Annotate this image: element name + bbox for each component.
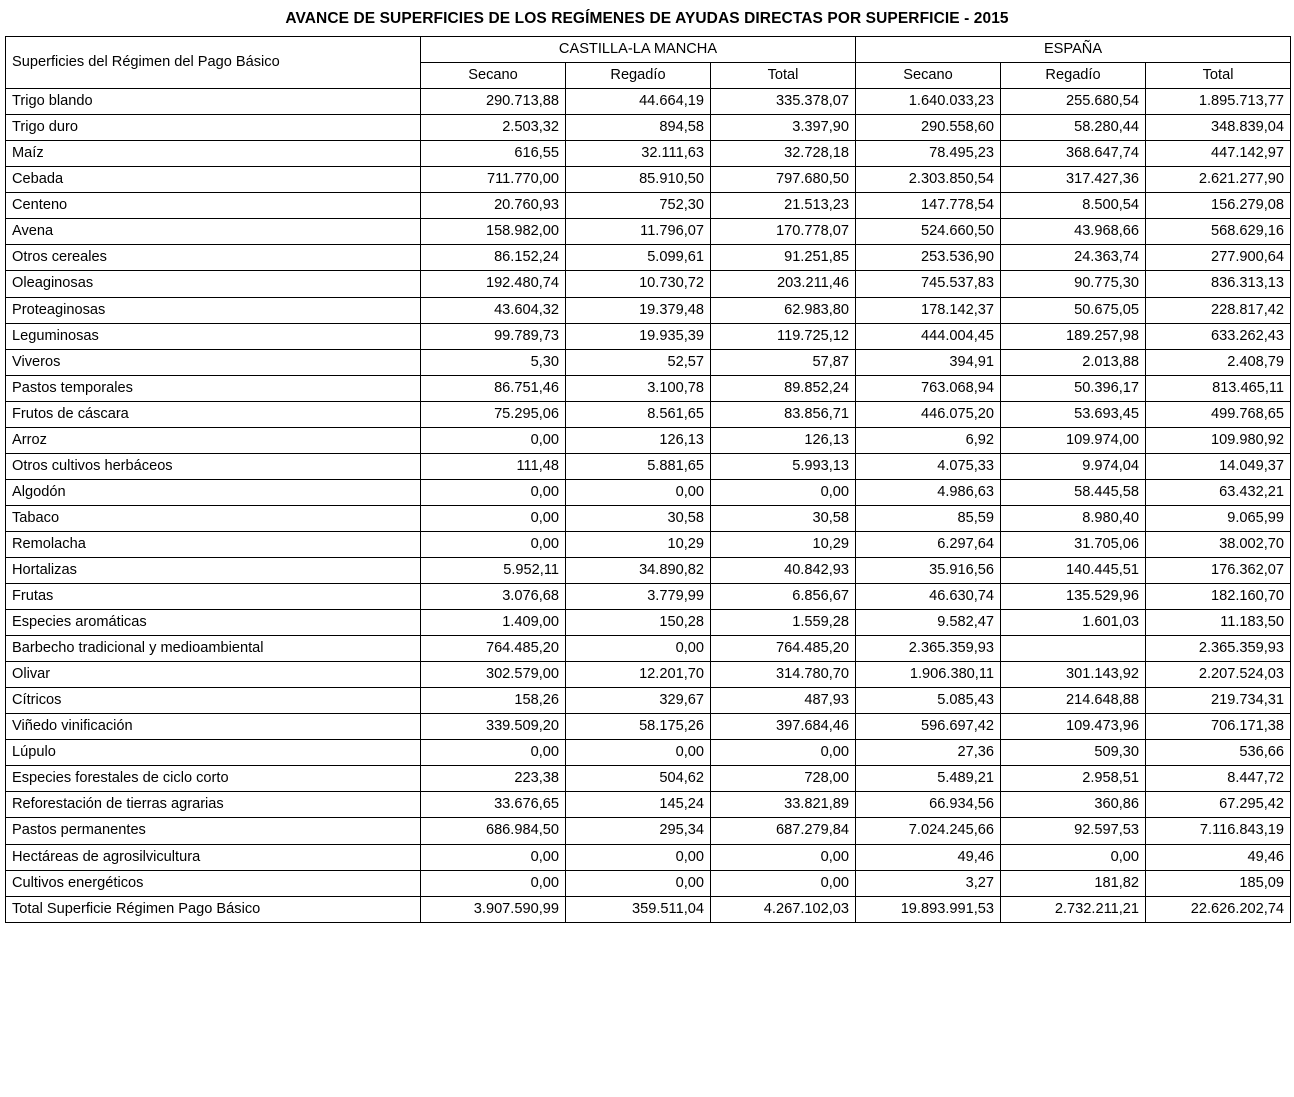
- cell-esp-secano: 3,27: [856, 870, 1001, 896]
- cell-clm-total: 487,93: [711, 688, 856, 714]
- cell-esp-regadio: 8.500,54: [1001, 193, 1146, 219]
- row-label: Especies forestales de ciclo corto: [6, 766, 421, 792]
- cell-esp-total: 49,46: [1146, 844, 1291, 870]
- cell-clm-total: 728,00: [711, 766, 856, 792]
- cell-esp-secano: 46.630,74: [856, 584, 1001, 610]
- row-label: Barbecho tradicional y medioambiental: [6, 636, 421, 662]
- cell-esp-regadio: 109.473,96: [1001, 714, 1146, 740]
- cell-esp-secano: 5.489,21: [856, 766, 1001, 792]
- cell-clm-total: 32.728,18: [711, 141, 856, 167]
- cell-clm-secano: 711.770,00: [421, 167, 566, 193]
- row-label: Leguminosas: [6, 323, 421, 349]
- table-body: [6, 89, 1291, 923]
- row-label: Proteaginosas: [6, 297, 421, 323]
- total-clm-total: 4.267.102,03: [711, 896, 856, 922]
- table-row: [6, 714, 1291, 740]
- cell-clm-regadio: 295,34: [566, 818, 711, 844]
- cell-clm-total: 126,13: [711, 427, 856, 453]
- row-label: Pastos temporales: [6, 375, 421, 401]
- cell-clm-total: 119.725,12: [711, 323, 856, 349]
- cell-clm-secano: 1.409,00: [421, 610, 566, 636]
- table-row: [6, 610, 1291, 636]
- table-row: [6, 219, 1291, 245]
- cell-clm-regadio: 0,00: [566, 479, 711, 505]
- cell-esp-total: 447.142,97: [1146, 141, 1291, 167]
- cell-clm-total: 1.559,28: [711, 610, 856, 636]
- cell-clm-total: 0,00: [711, 740, 856, 766]
- row-label: Hortalizas: [6, 557, 421, 583]
- cell-clm-secano: 43.604,32: [421, 297, 566, 323]
- cell-clm-secano: 5,30: [421, 349, 566, 375]
- table-row: [6, 193, 1291, 219]
- cell-clm-regadio: 44.664,19: [566, 89, 711, 115]
- cell-clm-secano: 20.760,93: [421, 193, 566, 219]
- page-title: AVANCE DE SUPERFICIES DE LOS REGÍMENES DE AYUDAS DIRECTAS POR SUPERFICIE - 2015: [285, 10, 1009, 27]
- cell-clm-regadio: 5.099,61: [566, 245, 711, 271]
- cell-clm-secano: 75.295,06: [421, 401, 566, 427]
- cell-esp-total: 633.262,43: [1146, 323, 1291, 349]
- cell-esp-total: 176.362,07: [1146, 557, 1291, 583]
- cell-clm-secano: 302.579,00: [421, 662, 566, 688]
- cell-esp-total: 182.160,70: [1146, 584, 1291, 610]
- cell-esp-regadio: 50.675,05: [1001, 297, 1146, 323]
- table-corner-header: Superficies del Régimen del Pago Básico: [6, 37, 421, 89]
- total-esp-regadio: 2.732.211,21: [1001, 896, 1146, 922]
- cell-clm-secano: 0,00: [421, 427, 566, 453]
- row-label: Viñedo vinificación: [6, 714, 421, 740]
- cell-esp-regadio: 189.257,98: [1001, 323, 1146, 349]
- table-header: [6, 37, 1291, 89]
- cell-clm-total: 764.485,20: [711, 636, 856, 662]
- cell-esp-secano: 596.697,42: [856, 714, 1001, 740]
- row-label: Oleaginosas: [6, 271, 421, 297]
- cell-clm-secano: 158,26: [421, 688, 566, 714]
- cell-esp-regadio: 43.968,66: [1001, 219, 1146, 245]
- table-row: [6, 375, 1291, 401]
- cell-clm-regadio: 0,00: [566, 636, 711, 662]
- cell-esp-total: 277.900,64: [1146, 245, 1291, 271]
- cell-clm-regadio: 3.100,78: [566, 375, 711, 401]
- cell-clm-regadio: 8.561,65: [566, 401, 711, 427]
- table-header-group-row: [6, 37, 1291, 63]
- cell-clm-total: 40.842,93: [711, 557, 856, 583]
- cell-clm-total: 0,00: [711, 870, 856, 896]
- cell-esp-secano: 49,46: [856, 844, 1001, 870]
- row-label: Trigo duro: [6, 115, 421, 141]
- row-label: Especies aromáticas: [6, 610, 421, 636]
- cell-esp-total: 1.895.713,77: [1146, 89, 1291, 115]
- cell-esp-regadio: 50.396,17: [1001, 375, 1146, 401]
- cell-clm-secano: 339.509,20: [421, 714, 566, 740]
- total-clm-regadio: 359.511,04: [566, 896, 711, 922]
- cell-esp-regadio: 140.445,51: [1001, 557, 1146, 583]
- cell-esp-secano: 4.075,33: [856, 453, 1001, 479]
- cell-clm-regadio: 10.730,72: [566, 271, 711, 297]
- table-row: [6, 297, 1291, 323]
- column-group-castilla-la-mancha: CASTILLA-LA MANCHA: [421, 37, 856, 63]
- cell-clm-total: 314.780,70: [711, 662, 856, 688]
- cell-clm-total: 5.993,13: [711, 453, 856, 479]
- table-row: [6, 323, 1291, 349]
- cell-esp-secano: 78.495,23: [856, 141, 1001, 167]
- cell-clm-total: 203.211,46: [711, 271, 856, 297]
- cell-clm-regadio: 126,13: [566, 427, 711, 453]
- table-row: [6, 766, 1291, 792]
- cell-clm-regadio: 58.175,26: [566, 714, 711, 740]
- cell-esp-secano: 1.906.380,11: [856, 662, 1001, 688]
- cell-esp-secano: 9.582,47: [856, 610, 1001, 636]
- cell-esp-secano: 2.303.850,54: [856, 167, 1001, 193]
- cell-esp-regadio: [1001, 636, 1146, 662]
- cell-clm-secano: 0,00: [421, 505, 566, 531]
- cell-clm-secano: 616,55: [421, 141, 566, 167]
- cell-clm-regadio: 752,30: [566, 193, 711, 219]
- table-row: [6, 557, 1291, 583]
- cell-clm-secano: 764.485,20: [421, 636, 566, 662]
- cell-clm-secano: 3.076,68: [421, 584, 566, 610]
- table-row: [6, 245, 1291, 271]
- cell-clm-secano: 33.676,65: [421, 792, 566, 818]
- cell-esp-secano: 2.365.359,93: [856, 636, 1001, 662]
- table-row: [6, 453, 1291, 479]
- cell-clm-regadio: 52,57: [566, 349, 711, 375]
- column-group-espana: ESPAÑA: [856, 37, 1291, 63]
- surfaces-table: [5, 36, 1291, 923]
- cell-clm-total: 10,29: [711, 531, 856, 557]
- cell-esp-secano: 5.085,43: [856, 688, 1001, 714]
- cell-esp-secano: 85,59: [856, 505, 1001, 531]
- cell-esp-total: 219.734,31: [1146, 688, 1291, 714]
- cell-clm-secano: 158.982,00: [421, 219, 566, 245]
- row-label: Arroz: [6, 427, 421, 453]
- cell-esp-regadio: 8.980,40: [1001, 505, 1146, 531]
- table-row: [6, 662, 1291, 688]
- cell-clm-secano: 0,00: [421, 479, 566, 505]
- row-label: Olivar: [6, 662, 421, 688]
- cell-esp-total: 109.980,92: [1146, 427, 1291, 453]
- cell-esp-secano: 178.142,37: [856, 297, 1001, 323]
- cell-clm-secano: 0,00: [421, 844, 566, 870]
- row-label: Cebada: [6, 167, 421, 193]
- cell-esp-secano: 6,92: [856, 427, 1001, 453]
- cell-clm-regadio: 5.881,65: [566, 453, 711, 479]
- cell-clm-regadio: 10,29: [566, 531, 711, 557]
- cell-esp-total: 8.447,72: [1146, 766, 1291, 792]
- cell-esp-secano: 444.004,45: [856, 323, 1001, 349]
- total-row-label: Total Superficie Régimen Pago Básico: [6, 896, 421, 922]
- cell-clm-regadio: 34.890,82: [566, 557, 711, 583]
- cell-esp-regadio: 24.363,74: [1001, 245, 1146, 271]
- cell-esp-regadio: 368.647,74: [1001, 141, 1146, 167]
- cell-esp-regadio: 31.705,06: [1001, 531, 1146, 557]
- row-label: Frutas: [6, 584, 421, 610]
- cell-esp-secano: 35.916,56: [856, 557, 1001, 583]
- cell-esp-secano: 446.075,20: [856, 401, 1001, 427]
- cell-clm-regadio: 85.910,50: [566, 167, 711, 193]
- column-header-clm-secano: Secano: [421, 63, 566, 89]
- table-row: [6, 688, 1291, 714]
- table-row: [6, 401, 1291, 427]
- cell-clm-total: 170.778,07: [711, 219, 856, 245]
- cell-clm-secano: 5.952,11: [421, 557, 566, 583]
- cell-esp-regadio: 53.693,45: [1001, 401, 1146, 427]
- cell-esp-regadio: 301.143,92: [1001, 662, 1146, 688]
- row-label: Cultivos energéticos: [6, 870, 421, 896]
- cell-clm-total: 83.856,71: [711, 401, 856, 427]
- cell-clm-secano: 686.984,50: [421, 818, 566, 844]
- total-clm-secano: 3.907.590,99: [421, 896, 566, 922]
- table-row: [6, 584, 1291, 610]
- table-row: [6, 870, 1291, 896]
- cell-clm-secano: 0,00: [421, 870, 566, 896]
- row-label: Reforestación de tierras agrarias: [6, 792, 421, 818]
- cell-clm-total: 687.279,84: [711, 818, 856, 844]
- cell-esp-regadio: 2.958,51: [1001, 766, 1146, 792]
- cell-clm-regadio: 504,62: [566, 766, 711, 792]
- cell-esp-total: 7.116.843,19: [1146, 818, 1291, 844]
- cell-clm-secano: 86.751,46: [421, 375, 566, 401]
- column-header-esp-total: Total: [1146, 63, 1291, 89]
- cell-esp-total: 9.065,99: [1146, 505, 1291, 531]
- cell-clm-total: 3.397,90: [711, 115, 856, 141]
- table-row: [6, 115, 1291, 141]
- cell-esp-total: 11.183,50: [1146, 610, 1291, 636]
- cell-esp-regadio: 135.529,96: [1001, 584, 1146, 610]
- cell-esp-regadio: 109.974,00: [1001, 427, 1146, 453]
- cell-esp-secano: 524.660,50: [856, 219, 1001, 245]
- row-label: Lúpulo: [6, 740, 421, 766]
- cell-clm-total: 397.684,46: [711, 714, 856, 740]
- cell-esp-secano: 290.558,60: [856, 115, 1001, 141]
- cell-esp-regadio: 255.680,54: [1001, 89, 1146, 115]
- cell-clm-total: 91.251,85: [711, 245, 856, 271]
- cell-esp-total: 2.621.277,90: [1146, 167, 1291, 193]
- table-row: [6, 141, 1291, 167]
- row-label: Remolacha: [6, 531, 421, 557]
- cell-esp-regadio: 58.445,58: [1001, 479, 1146, 505]
- cell-clm-regadio: 145,24: [566, 792, 711, 818]
- cell-clm-total: 21.513,23: [711, 193, 856, 219]
- column-header-esp-secano: Secano: [856, 63, 1001, 89]
- cell-esp-secano: 253.536,90: [856, 245, 1001, 271]
- cell-esp-regadio: 214.648,88: [1001, 688, 1146, 714]
- table-row: [6, 89, 1291, 115]
- cell-clm-regadio: 3.779,99: [566, 584, 711, 610]
- table-row: [6, 844, 1291, 870]
- cell-clm-secano: 111,48: [421, 453, 566, 479]
- cell-esp-secano: 745.537,83: [856, 271, 1001, 297]
- cell-clm-regadio: 0,00: [566, 740, 711, 766]
- cell-clm-total: 0,00: [711, 844, 856, 870]
- cell-clm-regadio: 30,58: [566, 505, 711, 531]
- cell-esp-regadio: 92.597,53: [1001, 818, 1146, 844]
- cell-esp-secano: 4.986,63: [856, 479, 1001, 505]
- cell-clm-regadio: 19.935,39: [566, 323, 711, 349]
- column-header-clm-regadio: Regadío: [566, 63, 711, 89]
- cell-esp-secano: 6.297,64: [856, 531, 1001, 557]
- cell-esp-total: 499.768,65: [1146, 401, 1291, 427]
- cell-clm-regadio: 329,67: [566, 688, 711, 714]
- cell-esp-total: 2.365.359,93: [1146, 636, 1291, 662]
- row-label: Frutos de cáscara: [6, 401, 421, 427]
- row-label: Avena: [6, 219, 421, 245]
- table-total-row: [6, 896, 1291, 922]
- cell-clm-regadio: 150,28: [566, 610, 711, 636]
- row-label: Otros cultivos herbáceos: [6, 453, 421, 479]
- cell-clm-total: 62.983,80: [711, 297, 856, 323]
- cell-esp-total: 706.171,38: [1146, 714, 1291, 740]
- cell-clm-regadio: 894,58: [566, 115, 711, 141]
- cell-clm-total: 797.680,50: [711, 167, 856, 193]
- cell-esp-total: 568.629,16: [1146, 219, 1291, 245]
- cell-esp-secano: 1.640.033,23: [856, 89, 1001, 115]
- cell-clm-secano: 290.713,88: [421, 89, 566, 115]
- cell-esp-secano: 394,91: [856, 349, 1001, 375]
- cell-esp-regadio: 9.974,04: [1001, 453, 1146, 479]
- cell-esp-total: 536,66: [1146, 740, 1291, 766]
- table-row: [6, 167, 1291, 193]
- row-label: Otros cereales: [6, 245, 421, 271]
- cell-clm-secano: 0,00: [421, 531, 566, 557]
- cell-esp-total: 38.002,70: [1146, 531, 1291, 557]
- row-label: Cítricos: [6, 688, 421, 714]
- cell-clm-regadio: 32.111,63: [566, 141, 711, 167]
- cell-clm-regadio: 11.796,07: [566, 219, 711, 245]
- column-header-clm-total: Total: [711, 63, 856, 89]
- cell-clm-total: 335.378,07: [711, 89, 856, 115]
- cell-esp-regadio: 0,00: [1001, 844, 1146, 870]
- cell-clm-total: 33.821,89: [711, 792, 856, 818]
- cell-clm-total: 57,87: [711, 349, 856, 375]
- cell-esp-total: 156.279,08: [1146, 193, 1291, 219]
- cell-clm-regadio: 0,00: [566, 870, 711, 896]
- cell-esp-total: 228.817,42: [1146, 297, 1291, 323]
- row-label: Maíz: [6, 141, 421, 167]
- table-row: [6, 427, 1291, 453]
- table-row: [6, 479, 1291, 505]
- row-label: Trigo blando: [6, 89, 421, 115]
- cell-esp-regadio: 360,86: [1001, 792, 1146, 818]
- cell-esp-secano: 27,36: [856, 740, 1001, 766]
- cell-clm-total: 89.852,24: [711, 375, 856, 401]
- cell-esp-regadio: 58.280,44: [1001, 115, 1146, 141]
- cell-esp-total: 813.465,11: [1146, 375, 1291, 401]
- cell-clm-regadio: 19.379,48: [566, 297, 711, 323]
- row-label: Viveros: [6, 349, 421, 375]
- total-esp-total: 22.626.202,74: [1146, 896, 1291, 922]
- row-label: Hectáreas de agrosilvicultura: [6, 844, 421, 870]
- cell-esp-regadio: 509,30: [1001, 740, 1146, 766]
- table-row: [6, 636, 1291, 662]
- row-label: Pastos permanentes: [6, 818, 421, 844]
- column-header-esp-regadio: Regadío: [1001, 63, 1146, 89]
- row-label: Centeno: [6, 193, 421, 219]
- cell-clm-regadio: 12.201,70: [566, 662, 711, 688]
- cell-esp-total: 63.432,21: [1146, 479, 1291, 505]
- cell-esp-total: 2.207.524,03: [1146, 662, 1291, 688]
- cell-clm-secano: 86.152,24: [421, 245, 566, 271]
- cell-esp-secano: 7.024.245,66: [856, 818, 1001, 844]
- cell-esp-regadio: 1.601,03: [1001, 610, 1146, 636]
- cell-esp-secano: 66.934,56: [856, 792, 1001, 818]
- cell-esp-regadio: 90.775,30: [1001, 271, 1146, 297]
- cell-esp-total: 67.295,42: [1146, 792, 1291, 818]
- cell-clm-secano: 2.503,32: [421, 115, 566, 141]
- cell-esp-regadio: 181,82: [1001, 870, 1146, 896]
- table-row: [6, 505, 1291, 531]
- cell-clm-secano: 0,00: [421, 740, 566, 766]
- table-row: [6, 792, 1291, 818]
- table-row: [6, 531, 1291, 557]
- cell-esp-secano: 147.778,54: [856, 193, 1001, 219]
- cell-clm-total: 6.856,67: [711, 584, 856, 610]
- cell-esp-regadio: 317.427,36: [1001, 167, 1146, 193]
- cell-clm-total: 0,00: [711, 479, 856, 505]
- cell-clm-regadio: 0,00: [566, 844, 711, 870]
- table-row: [6, 740, 1291, 766]
- cell-clm-secano: 192.480,74: [421, 271, 566, 297]
- cell-clm-total: 30,58: [711, 505, 856, 531]
- cell-esp-total: 348.839,04: [1146, 115, 1291, 141]
- cell-esp-secano: 763.068,94: [856, 375, 1001, 401]
- cell-esp-total: 14.049,37: [1146, 453, 1291, 479]
- cell-esp-total: 185,09: [1146, 870, 1291, 896]
- total-esp-secano: 19.893.991,53: [856, 896, 1001, 922]
- cell-esp-total: 836.313,13: [1146, 271, 1291, 297]
- cell-clm-secano: 223,38: [421, 766, 566, 792]
- table-row: [6, 818, 1291, 844]
- table-row: [6, 349, 1291, 375]
- row-label: Algodón: [6, 479, 421, 505]
- cell-esp-regadio: 2.013,88: [1001, 349, 1146, 375]
- row-label: Tabaco: [6, 505, 421, 531]
- table-row: [6, 271, 1291, 297]
- cell-esp-total: 2.408,79: [1146, 349, 1291, 375]
- cell-clm-secano: 99.789,73: [421, 323, 566, 349]
